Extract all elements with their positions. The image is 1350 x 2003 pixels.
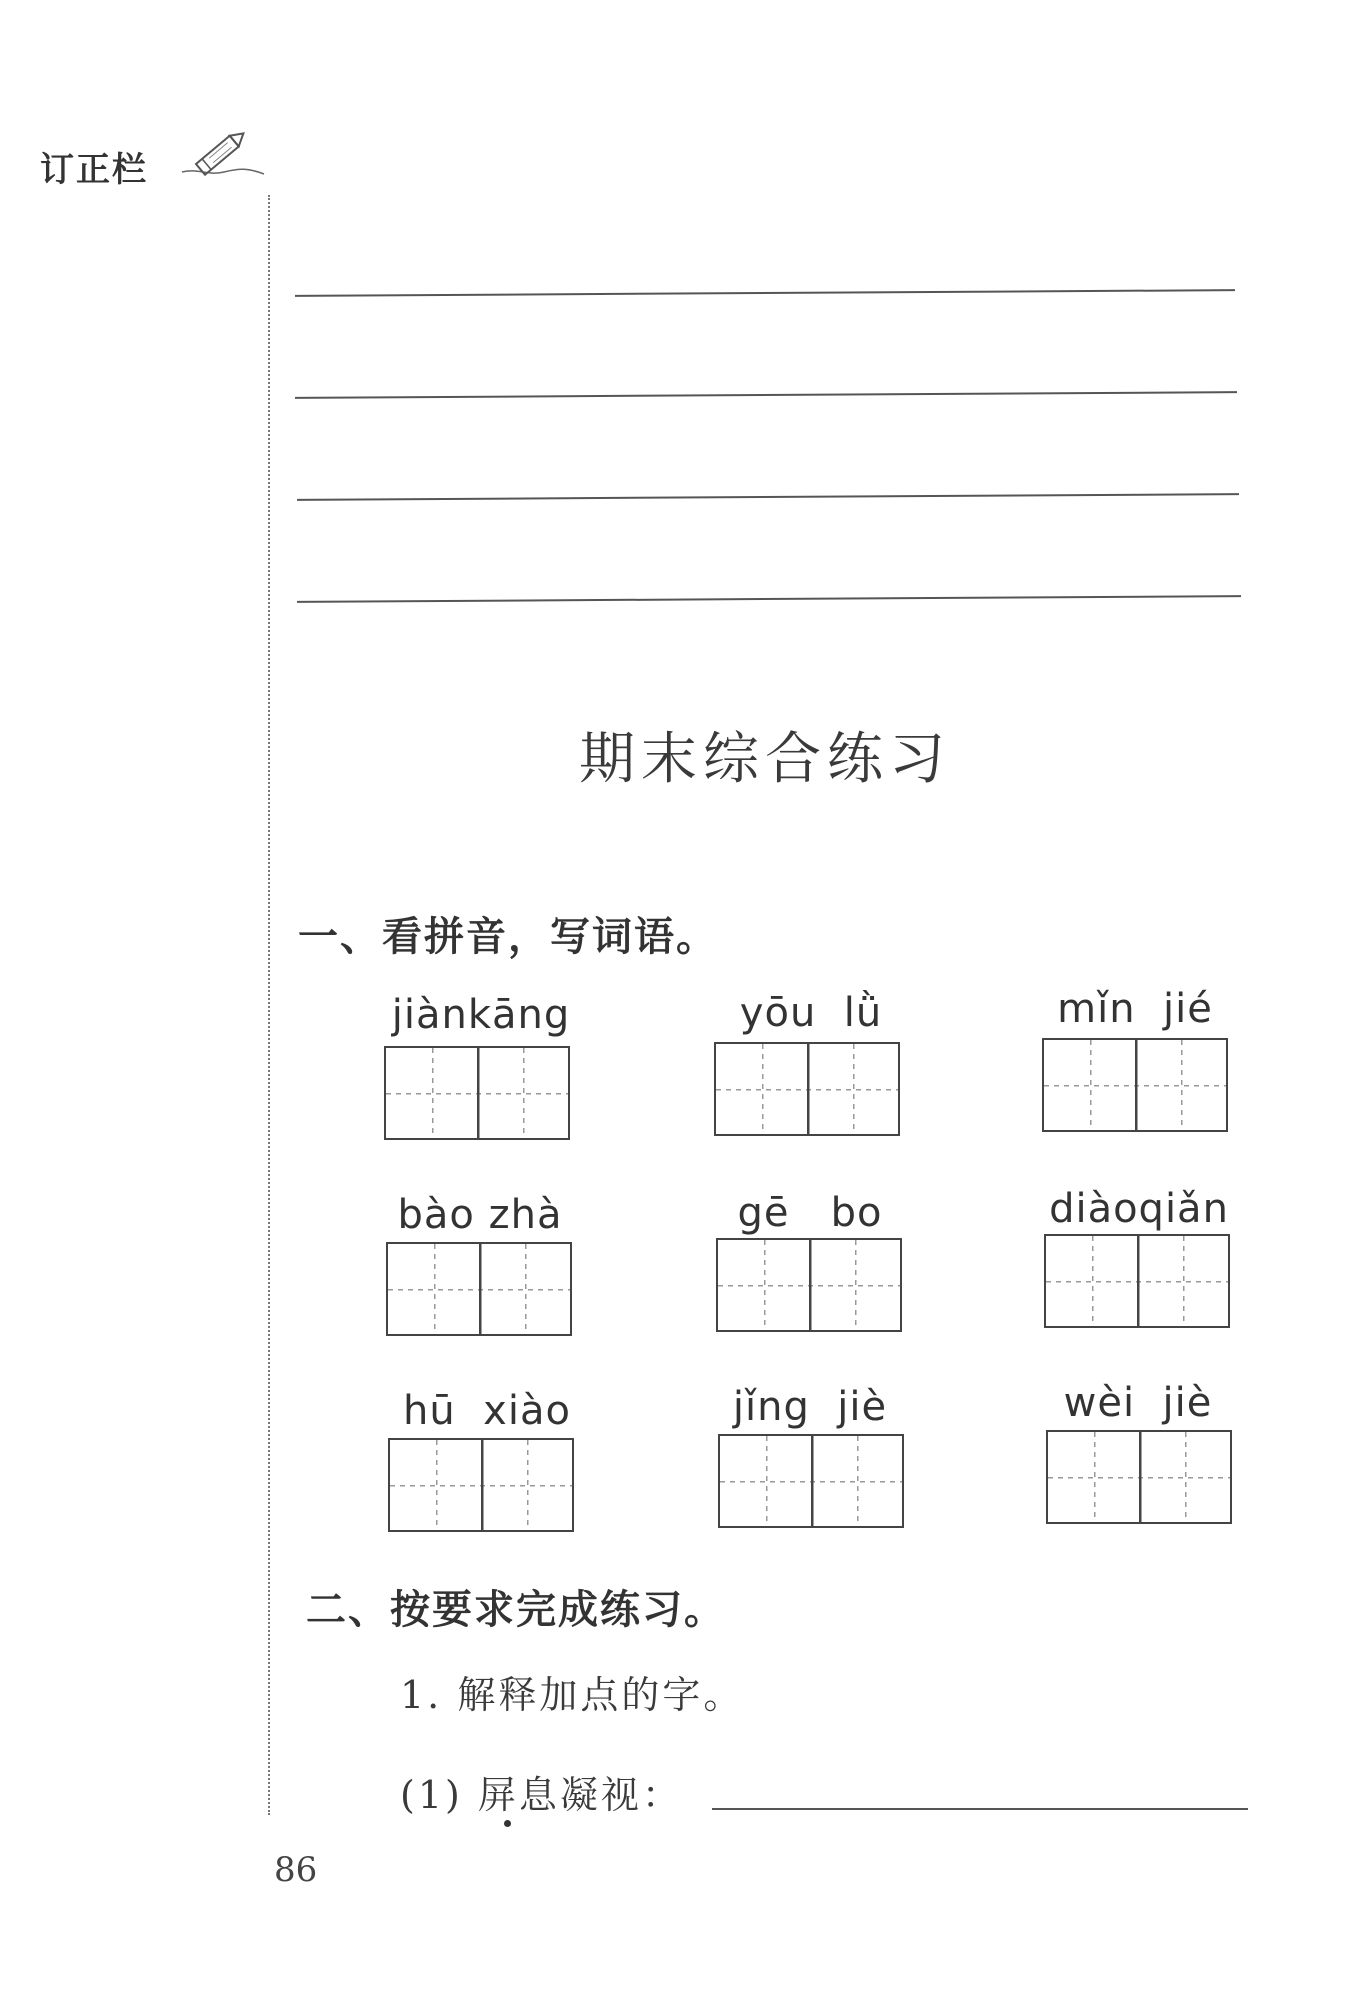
tianzige-answer-box[interactable] bbox=[388, 1438, 574, 1532]
pinyin-label: jǐng jiè bbox=[732, 1384, 888, 1430]
pinyin-label: jiànkāng bbox=[391, 992, 571, 1038]
pinyin-label: mǐn jié bbox=[1057, 986, 1213, 1032]
tianzige-answer-box[interactable] bbox=[386, 1242, 572, 1336]
section-1-heading: 一、看拼音，写词语。 bbox=[298, 914, 718, 960]
tianzige-answer-box[interactable] bbox=[1042, 1038, 1228, 1132]
pinyin-label: bào zhà bbox=[397, 1192, 563, 1238]
question-1-text: 1. 解释加点的字。 bbox=[400, 1673, 745, 1717]
writing-line[interactable] bbox=[297, 595, 1241, 603]
writing-line[interactable] bbox=[297, 493, 1239, 501]
page-title: 期末综合练习 bbox=[579, 727, 951, 792]
tianzige-answer-box[interactable] bbox=[718, 1434, 904, 1528]
writing-line[interactable] bbox=[295, 289, 1235, 297]
section-2-heading: 二、按要求完成练习。 bbox=[306, 1587, 726, 1633]
pinyin-label: yōu lǜ bbox=[739, 990, 883, 1036]
pencil-icon bbox=[178, 128, 268, 184]
tianzige-answer-box[interactable] bbox=[384, 1046, 570, 1140]
writing-line[interactable] bbox=[295, 391, 1237, 399]
tianzige-answer-box[interactable] bbox=[716, 1238, 902, 1332]
pinyin-label: wèi jiè bbox=[1063, 1380, 1213, 1426]
tianzige-answer-box[interactable] bbox=[1046, 1430, 1232, 1524]
pinyin-label: hū xiào bbox=[403, 1388, 571, 1434]
pinyin-label: gē bo bbox=[737, 1190, 883, 1236]
tianzige-answer-box[interactable] bbox=[1044, 1234, 1230, 1328]
margin-dotted-divider bbox=[268, 195, 270, 1815]
emphasis-dot bbox=[504, 1820, 511, 1827]
tianzige-answer-box[interactable] bbox=[714, 1042, 900, 1136]
correction-column-label: 订正栏 bbox=[40, 150, 148, 190]
question-1-1-text: (1) 屏息凝视： bbox=[400, 1773, 683, 1817]
page-number: 86 bbox=[274, 1850, 318, 1890]
pinyin-label: diàoqiǎn bbox=[1049, 1186, 1229, 1232]
answer-line[interactable] bbox=[712, 1808, 1248, 1810]
